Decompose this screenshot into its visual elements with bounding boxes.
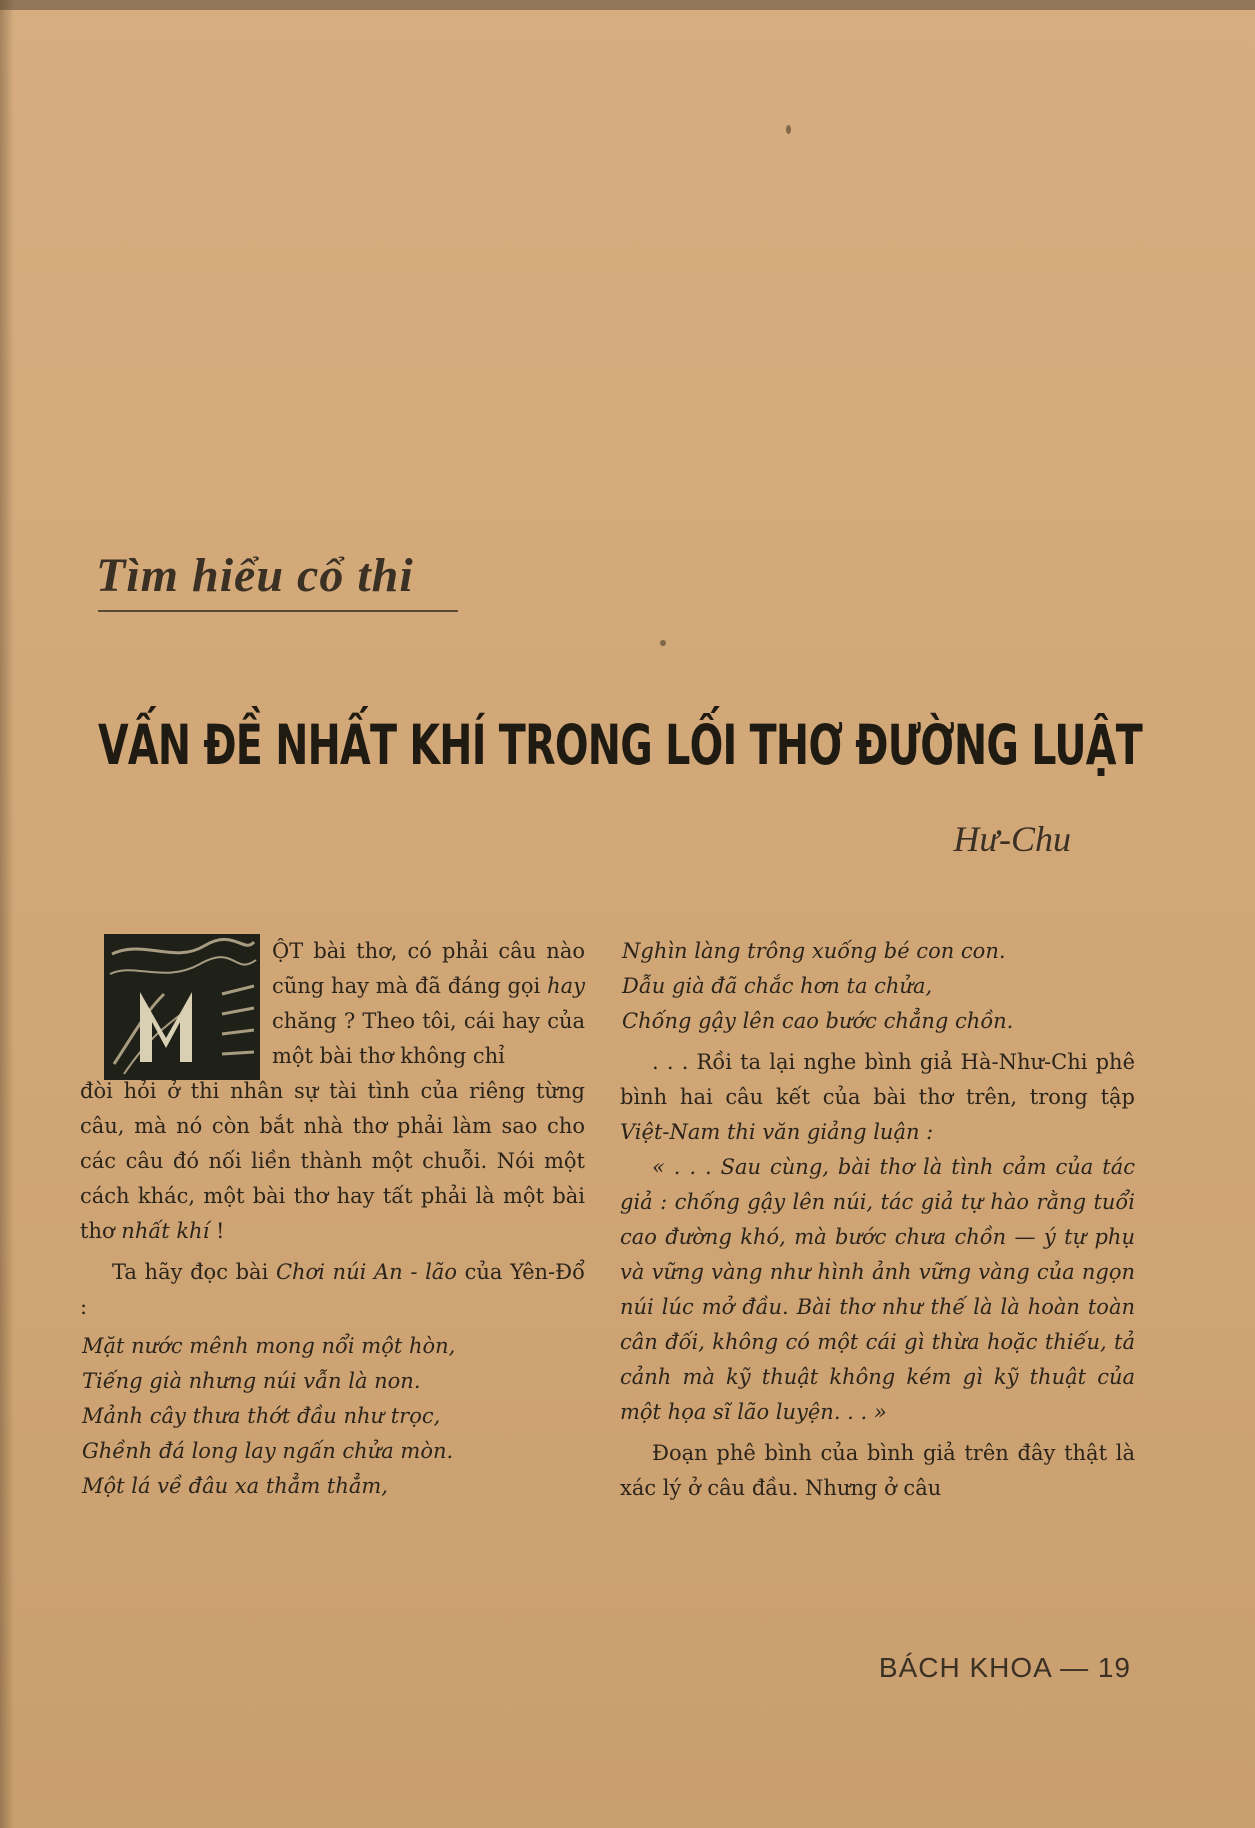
paper-spot bbox=[786, 125, 791, 134]
critic-intro-text: . . . Rồi ta lại nghe bình giả Hà-Như-Chi phê bình hai câu kết của bài thơ trên, trong tập bbox=[620, 1050, 1135, 1109]
verse-line: Mặt nước mênh mong nổi một hòn, bbox=[82, 1334, 456, 1358]
verse-line: Mảnh cây thưa thớt đầu như trọc, bbox=[82, 1404, 441, 1428]
paragraph-emphasis: nhất khí bbox=[121, 1219, 210, 1243]
verse-line: Một lá về đâu xa thẳm thẳm, bbox=[82, 1474, 388, 1498]
page-footer: BÁCH KHOA — 19 bbox=[878, 1652, 1131, 1683]
paragraph-end: ! bbox=[215, 1219, 225, 1243]
poem-verses-right bbox=[620, 934, 1135, 1039]
section-kicker: Tìm hiểu cổ thi bbox=[96, 549, 414, 602]
critic-quote: « . . . Sau cùng, bài thơ là tình cảm của tác giả : chống gậy lên núi, tác giả tự hào rằng tuổi cao đường khó, mà bước chưa chồn — ý tự phụ và vững vàng như hình ảnh vững vàng của ngọn núi lúc mở đầu. Bài thơ như thế là là hoàn toàn cân đối, không có một cái gì thừa hoặc thiếu, tả cảnh mà kỹ thuật không kém gì kỹ thuật của một họa sĩ lão luyện. . . » bbox=[620, 1155, 1135, 1424]
verse-line: Chống gậy lên cao bước chẳng chồn. bbox=[622, 1009, 1014, 1033]
right-column bbox=[620, 934, 1135, 1506]
verse-line: Dẫu già đã chắc hơn ta chửa, bbox=[622, 974, 933, 998]
poem-author: của Yên-Đổ : bbox=[80, 1260, 585, 1319]
lead-paragraph bbox=[272, 934, 585, 1074]
paragraph-text: đòi hỏi ở thi nhân sự tài tình của riêng từng câu, mà nó còn bắt nhà thơ phải làm sao cho các câu đó nối liền thành một chuỗi. Nói một cách khác, một bài thơ hay tất phải là một bài thơ bbox=[80, 1079, 585, 1243]
paper-spot bbox=[660, 640, 666, 646]
article-title: VẤN ĐỀ NHẤT KHÍ TRONG LỐI THƠ ĐƯỜNG LUẬT bbox=[98, 713, 1142, 777]
poem-title: Chơi núi An - lão bbox=[275, 1260, 457, 1284]
author-byline: Hư-Chu bbox=[953, 819, 1071, 859]
left-column bbox=[80, 934, 585, 1504]
critic-intro-paragraph bbox=[620, 1045, 1135, 1150]
lead-emphasis: hay bbox=[547, 974, 585, 998]
lead-text: ỘT bài thơ, có phải câu nào cũng hay mà đã đáng gọi bbox=[272, 939, 585, 998]
verse-line: Tiếng già nhưng núi vẫn là non. bbox=[82, 1369, 421, 1393]
poem-intro-paragraph bbox=[80, 1255, 585, 1325]
poem-intro-text: Ta hãy đọc bài bbox=[112, 1260, 269, 1284]
lead-text-end: chăng ? Theo tôi, cái hay của một bài thơ không chỉ bbox=[272, 1009, 585, 1068]
kicker-underline bbox=[98, 610, 458, 612]
verse-line: Nghìn làng trông xuống bé con con. bbox=[622, 939, 1006, 963]
book-title: Việt-Nam thi văn giảng luận : bbox=[620, 1120, 934, 1144]
closing-paragraph: Đoạn phê bình của bình giả trên đây thật là xác lý ở câu đầu. Nhưng ở câu bbox=[620, 1441, 1135, 1500]
verse-line: Ghềnh đá long lay ngấn chửa mòn. bbox=[82, 1439, 454, 1463]
paragraph-continuation bbox=[80, 1074, 585, 1249]
poem-verses-left bbox=[80, 1329, 585, 1504]
